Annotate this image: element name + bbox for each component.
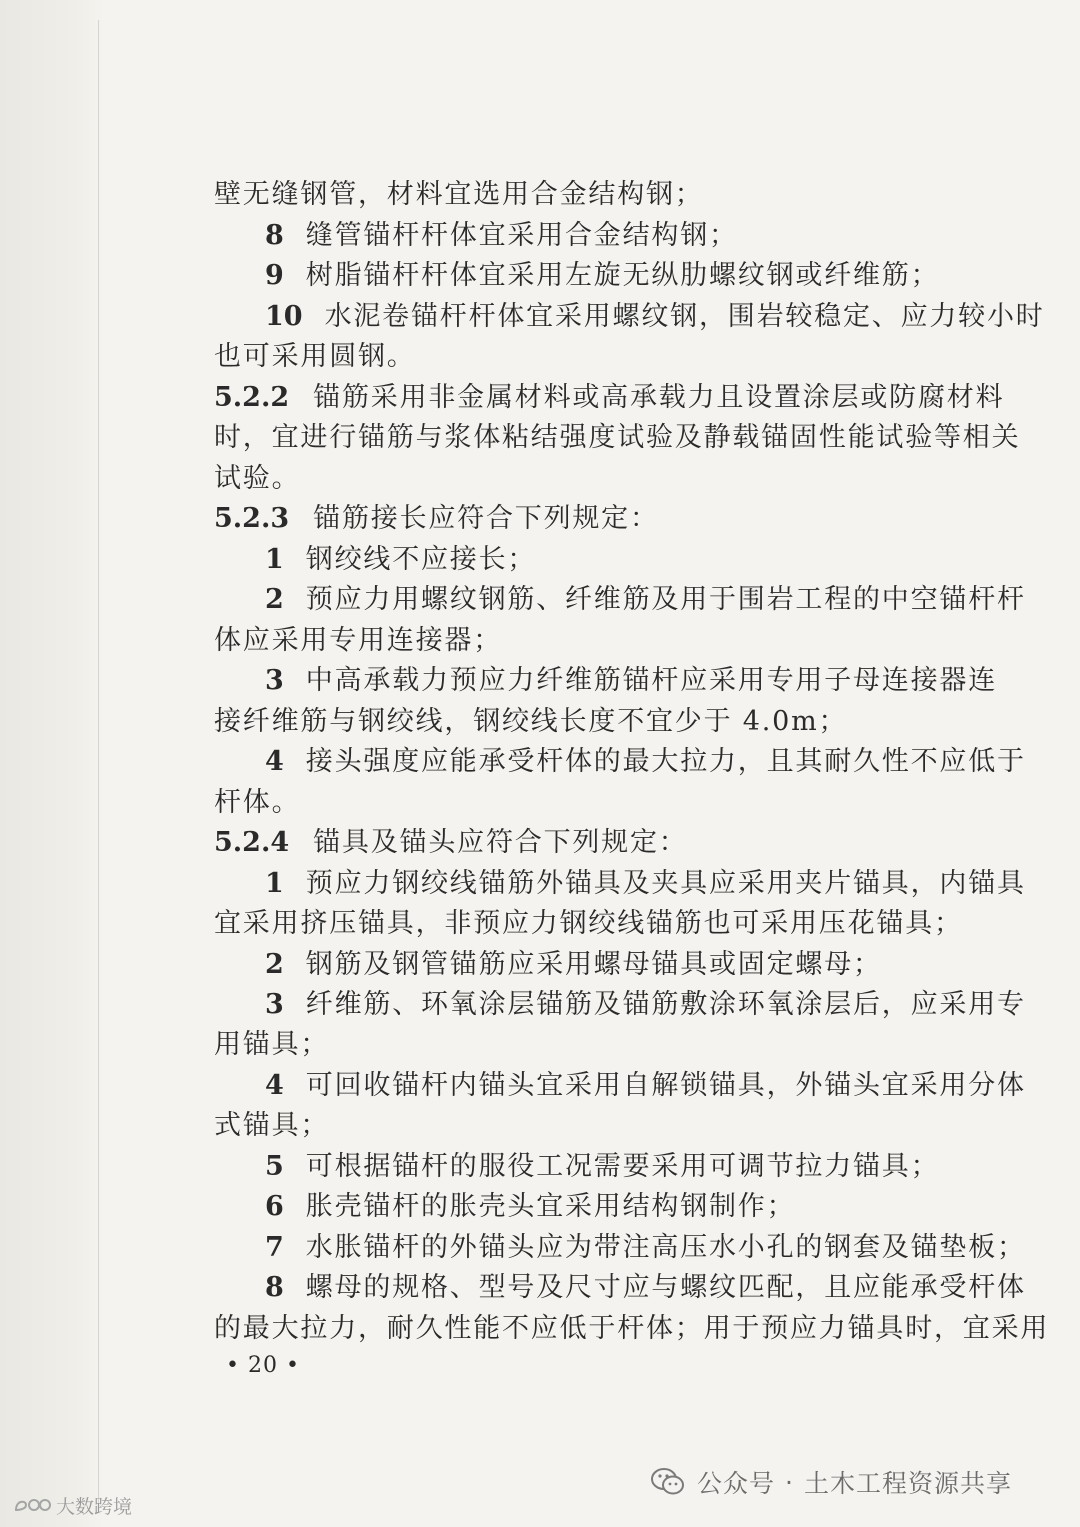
section-number: 5.2.3 [214, 503, 290, 534]
line-text: 预应力钢绞线锚筋外锚具及夹具应采用夹片锚具，内锚具 [305, 868, 1026, 899]
list-item [265, 1228, 1026, 1268]
list-item [265, 661, 997, 701]
corner-watermark [12, 1490, 132, 1520]
item-number: 6 [265, 1191, 284, 1222]
text-line [214, 783, 300, 823]
list-item [265, 580, 1026, 620]
line-text: 胀壳锚杆的胀壳头宜采用结构钢制作； [305, 1191, 796, 1222]
text-line [214, 621, 502, 661]
line-text: 用锚具； [214, 1029, 330, 1060]
line-text: 锚筋接长应符合下列规定： [313, 503, 659, 534]
line-text: 壁无缝钢管，材料宜选用合金结构钢； [214, 179, 704, 210]
text-line [214, 1309, 1049, 1349]
text-line [214, 904, 963, 944]
item-number: 5 [265, 1151, 284, 1182]
list-item [265, 1268, 1026, 1308]
list-item [265, 216, 738, 256]
text-line [214, 702, 847, 742]
line-text: 体应采用专用连接器； [214, 625, 502, 656]
line-text: 钢绞线不应接长； [305, 544, 537, 575]
wechat-watermark [651, 1462, 1012, 1502]
line-text: 可回收锚杆内锚头宜采用自解锁锚具，外锚头宜采用分体 [305, 1070, 1026, 1101]
item-number: 3 [265, 989, 284, 1020]
item-number: 1 [265, 868, 284, 899]
line-text: 试验。 [214, 463, 301, 494]
line-text: 时，宜进行锚筋与浆体粘结强度试验及静载锚固性能试验等相关 [214, 422, 1021, 453]
list-item [265, 742, 1026, 782]
text-line [214, 1106, 329, 1146]
section-heading [214, 823, 688, 863]
section-heading [214, 499, 659, 539]
watermark-account-name: 土木工程资源共享 [803, 1469, 1012, 1498]
line-text: 中高承载力预应力纤维筋锚杆应采用专用子母连接器连 [305, 665, 997, 696]
section-heading [214, 378, 1004, 418]
line-text: 宜采用挤压锚具，非预应力钢绞线锚筋也可采用压花锚具； [214, 908, 963, 939]
text-line [214, 337, 416, 377]
text-line [214, 459, 300, 499]
list-item [265, 1187, 795, 1227]
wechat-icon [651, 1467, 685, 1497]
item-number: 8 [265, 220, 284, 251]
line-text: 树脂锚杆杆体宜采用左旋无纵肋螺纹钢或纤维筋； [305, 260, 940, 291]
item-number: 4 [265, 746, 284, 777]
line-text: 预应力用螺纹钢筋、纤维筋及用于围岩工程的中空锚杆杆 [305, 584, 1026, 615]
section-number: 5.2.4 [214, 827, 290, 858]
line-text: 螺母的规格、型号及尺寸应与螺纹匹配，且应能承受杆体 [305, 1272, 1026, 1303]
line-text: 缝管锚杆杆体宜采用合金结构钢； [305, 220, 738, 251]
watermark-separator: · [785, 1467, 794, 1497]
line-text: 水胀锚杆的外锚头应为带注高压水小孔的钢套及锚垫板； [305, 1232, 1026, 1263]
list-item [265, 985, 1026, 1025]
list-item [265, 540, 536, 580]
list-item [265, 945, 882, 985]
text-line [214, 1025, 329, 1065]
list-item [265, 256, 939, 296]
item-number: 7 [265, 1232, 284, 1263]
item-number: 9 [265, 260, 284, 291]
list-item [265, 1147, 939, 1187]
text-line [214, 418, 1020, 458]
list-item [265, 864, 1026, 904]
text-line [214, 175, 704, 215]
item-number: 8 [265, 1272, 284, 1303]
line-text: 式锚具； [214, 1110, 330, 1141]
page-number: • 20 • [226, 1353, 300, 1378]
line-text: 的最大拉力，耐久性能不应低于杆体；用于预应力锚具时，宜采用 [214, 1313, 1050, 1344]
watermark-label: 公众号 [697, 1469, 776, 1498]
line-text: 接头强度应能承受杆体的最大拉力，且其耐久性不应低于 [305, 746, 1026, 777]
line-text: 锚具及锚头应符合下列规定： [313, 827, 688, 858]
dashuju-logo-icon [12, 1494, 52, 1516]
list-item [265, 1066, 1026, 1106]
line-text: 杆体。 [214, 787, 301, 818]
item-number: 1 [265, 544, 284, 575]
line-text: 接纤维筋与钢绞线，钢绞线长度不宜少于 4.0m； [214, 706, 848, 737]
item-number: 3 [265, 665, 284, 696]
line-text: 水泥卷锚杆杆体宜采用螺纹钢，围岩较稳定、应力较小时 [324, 301, 1045, 332]
line-text: 锚筋采用非金属材料或高承载力且设置涂层或防腐材料 [313, 382, 1005, 413]
item-number: 2 [265, 584, 284, 615]
item-number: 4 [265, 1070, 284, 1101]
line-text: 可根据锚杆的服役工况需要采用可调节拉力锚具； [305, 1151, 940, 1182]
item-number: 2 [265, 949, 284, 980]
line-text: 纤维筋、环氧涂层锚筋及锚筋敷涂环氧涂层后，应采用专 [305, 989, 1026, 1020]
section-number: 5.2.2 [214, 382, 290, 413]
corner-watermark-text: 大数跨境 [56, 1495, 133, 1518]
list-item [265, 297, 1045, 337]
line-text: 也可采用圆钢。 [214, 341, 416, 372]
line-text: 钢筋及钢管锚筋应采用螺母锚具或固定螺母； [305, 949, 882, 980]
item-number: 10 [265, 301, 303, 332]
